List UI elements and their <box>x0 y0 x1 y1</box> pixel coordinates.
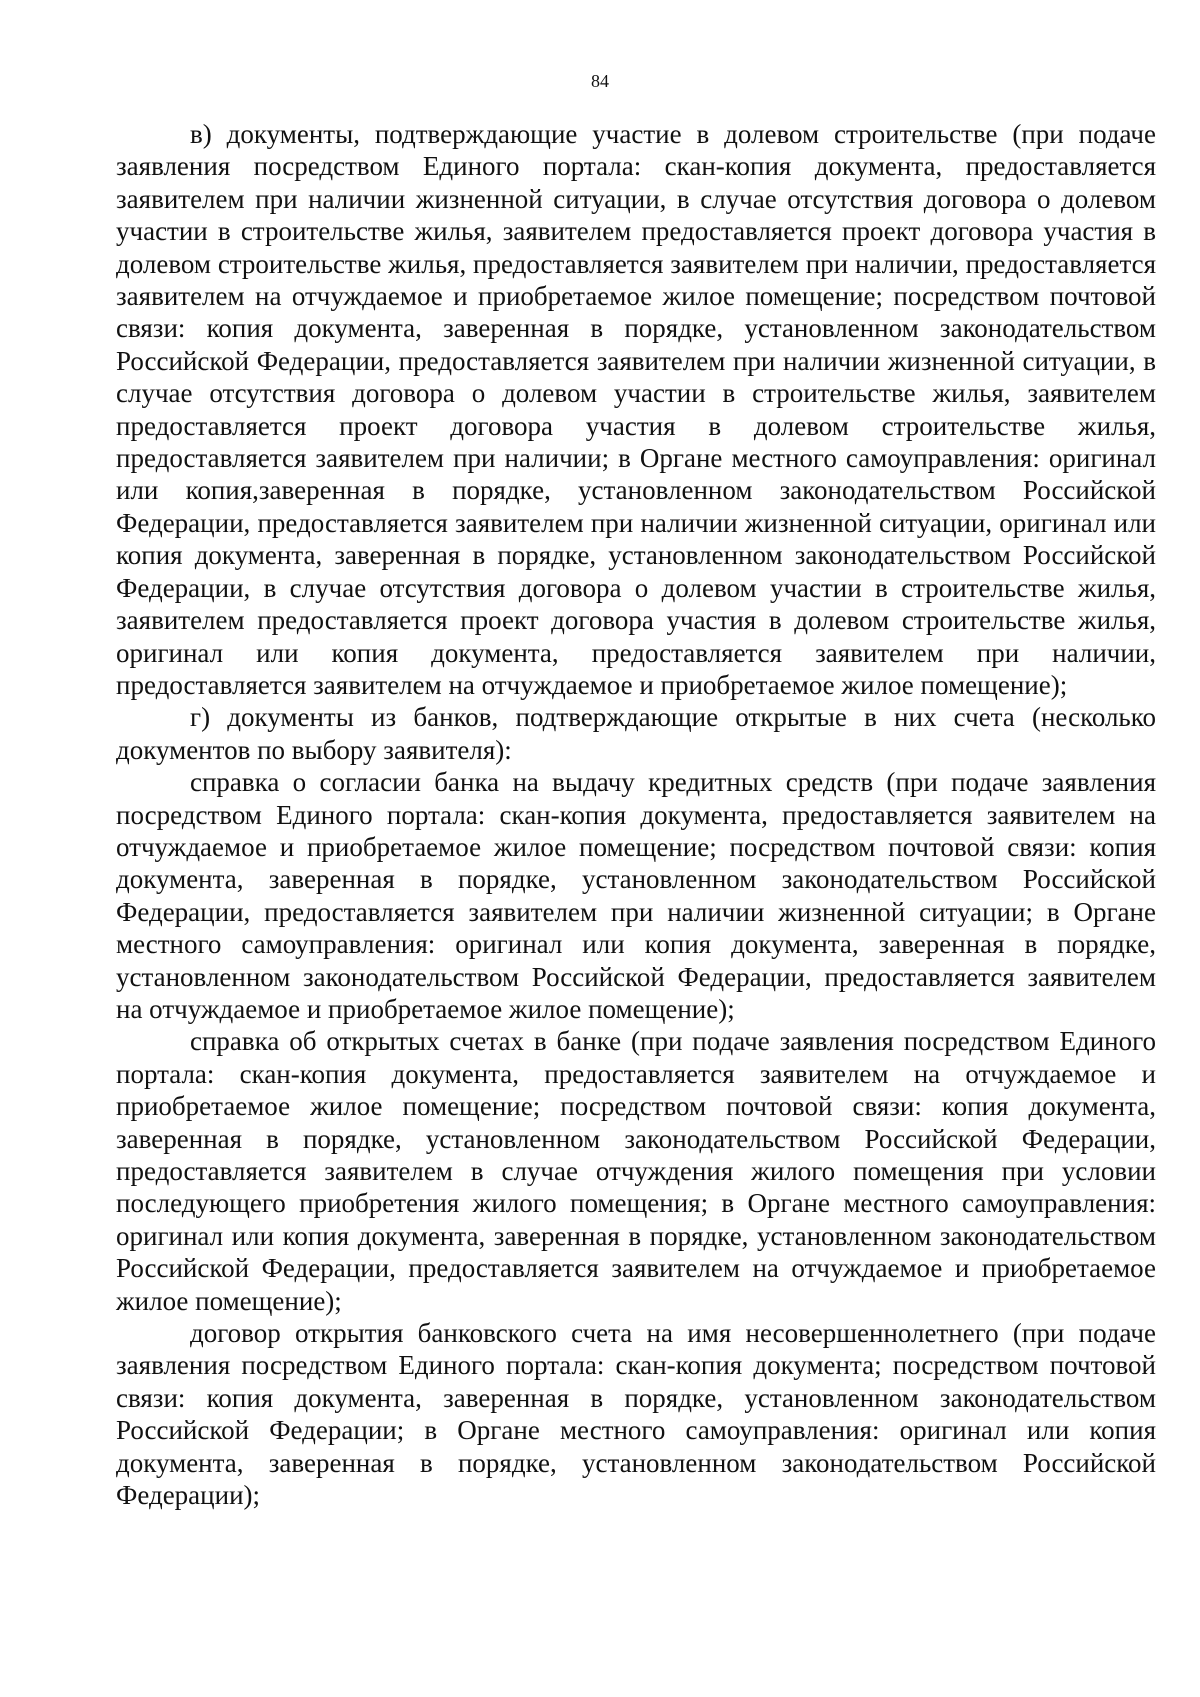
page-number: 84 <box>591 71 609 91</box>
paragraph-minor-account-contract: договор открытия банковского счета на имя несовершеннолетнего (при подаче заявления посредством Единого портала: скан-копия документа; посредством почтовой связи: копия документа, заверенная в порядке, установленном законодательством Российской Федерации; в Органе местного самоуправления: оригинал или копия документа, заверенная в порядке, установленном законодательством Российской Федерации); <box>116 1318 1156 1511</box>
paragraph-g-bank-documents: г) документы из банков, подтверждающие открытые в них счета (несколько документов по выбору заявителя): <box>116 702 1156 765</box>
paragraph-open-accounts-certificate: справка об открытых счетах в банке (при подаче заявления посредством Единого портала: скан-копия документа, предоставляется заявителем на отчуждаемое и приобретаемое жилое помещение; посредством почтовой связи: копия документа, заверенная в порядке, установленном законодательством Российской Федерации, предоставляется заявителем в случае отчуждения жилого помещения при условии последующего приобретения жилого помещения; в Органе местного самоуправления: оригинал или копия документа, заверенная в порядке, установленном законодательством Российской Федерации, предоставляется заявителем на отчуждаемое и приобретаемое жилое помещение); <box>116 1026 1156 1316</box>
paragraph-v-shared-construction-documents: в) документы, подтверждающие участие в долевом строительстве (при подаче заявления посредством Единого портала: скан-копия документа, предоставляется заявителем при наличии жизненной ситуации, в случае отсутствия договора о долевом участии в строительстве жилья, заявителем предоставляется проект договора участия в долевом строительстве жилья, предоставляется заявителем при наличии, предоставляется заявителем на отчуждаемое и приобретаемое жилое помещение; посредством почтовой связи: копия документа, заверенная в порядке, установленном законодательством Российской Федерации, предоставляется заявителем при наличии жизненной ситуации, в случае отсутствия договора о долевом участии в строительстве жилья, заявителем предоставляется проект договора участия в долевом строительстве жилья, предоставляется заявителем при наличии; в Органе местного самоуправления: оригинал или копия,заверенная в порядке, установленном законодательством Российской Федерации, предоставляется заявителем при наличии жизненной ситуации, оригинал или копия документа, заверенная в порядке, установленном законодательством Российской Федерации, в случае отсутствия договора о долевом участии в строительстве жилья, заявителем предоставляется проект договора участия в долевом строительстве жилья, оригинал или копия документа, предоставляется заявителем при наличии, предоставляется заявителем на отчуждаемое и приобретаемое жилое помещение); <box>116 119 1156 700</box>
document-body <box>116 118 1156 1511</box>
paragraph-bank-credit-consent: справка о согласии банка на выдачу кредитных средств (при подаче заявления посредством Единого портала: скан-копия документа, предоставляется заявителем на отчуждаемое и приобретаемое жилое помещение; посредством почтовой связи: копия документа, заверенная в порядке, установленном законодательством Российской Федерации, предоставляется заявителем при наличии жизненной ситуации; в Органе местного самоуправления: оригинал или копия документа, заверенная в порядке, установленном законодательством Российской Федерации, предоставляется заявителем на отчуждаемое и приобретаемое жилое помещение); <box>116 767 1156 1024</box>
